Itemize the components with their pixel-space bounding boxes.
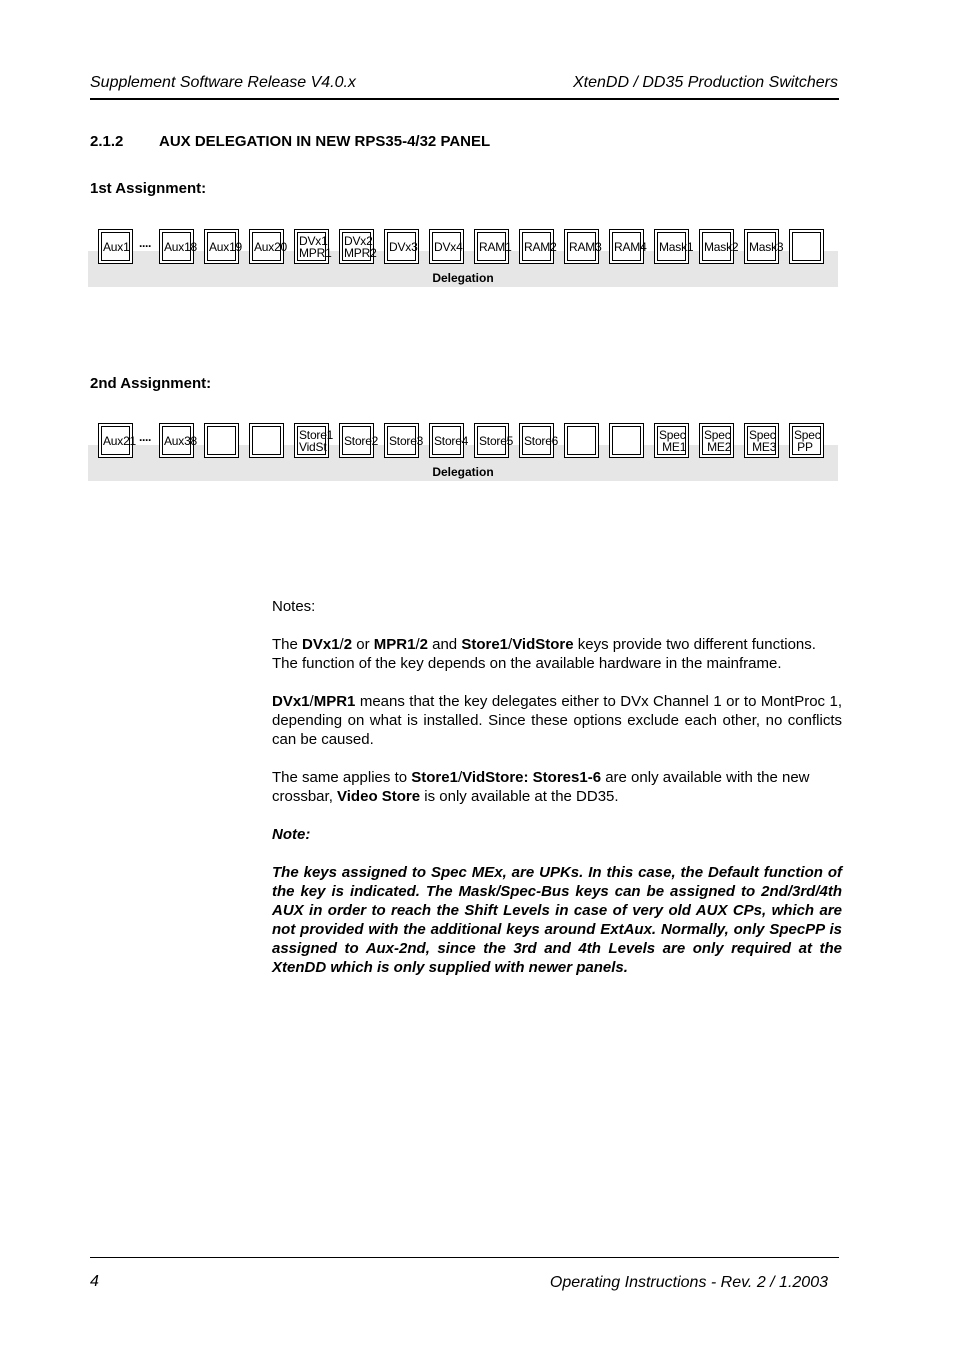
delegation-key-face bbox=[702, 426, 731, 455]
header-left: Supplement Software Release V4.0.x bbox=[90, 74, 356, 91]
page-number: 4 bbox=[90, 1273, 99, 1290]
note-label: Note: bbox=[272, 826, 311, 843]
delegation-key[interactable] bbox=[564, 423, 599, 458]
delegation-key[interactable] bbox=[384, 423, 424, 458]
delegation-key-face bbox=[612, 426, 641, 455]
delegation-key-label: DVx2 MPR2 bbox=[344, 233, 377, 260]
delegation-key[interactable] bbox=[699, 229, 739, 264]
p1-b4: 2 bbox=[419, 636, 428, 653]
delegation-key-label: Aux1 bbox=[103, 239, 130, 254]
delegation-key[interactable] bbox=[429, 423, 469, 458]
delegation-key-face bbox=[252, 426, 281, 455]
p2-t1: / bbox=[309, 693, 314, 710]
p1-t2: / bbox=[339, 636, 344, 653]
delegation-key-label: Aux38 bbox=[164, 433, 198, 448]
delegation-key-label: RAM1 bbox=[479, 239, 512, 254]
delegation-key-face bbox=[297, 426, 334, 455]
first-delegation-label: Delegation bbox=[432, 271, 494, 285]
delegation-key[interactable] bbox=[789, 423, 824, 458]
p3-b3: Video Store bbox=[337, 788, 421, 805]
delegation-key-label: DVx3 bbox=[389, 239, 418, 254]
delegation-key-face bbox=[747, 426, 776, 455]
delegation-key[interactable] bbox=[384, 229, 419, 264]
delegation-key[interactable] bbox=[98, 423, 137, 458]
delegation-key-face bbox=[612, 232, 647, 261]
delegation-key-face bbox=[387, 232, 416, 261]
header-rule bbox=[90, 98, 839, 100]
p1-t1: The bbox=[272, 636, 303, 653]
p1-t7: keys provide two different functions. The function of the key depends on the available hardware in the mainframe. bbox=[272, 636, 816, 672]
delegation-key[interactable] bbox=[339, 229, 377, 264]
second-assignment-label: 2nd Assignment: bbox=[90, 375, 212, 392]
delegation-key-label: Mask1 bbox=[659, 239, 694, 254]
notes-paragraph-3 bbox=[272, 768, 842, 806]
p3-b1: Store1 bbox=[411, 769, 458, 786]
footer-right: Operating Instructions - Rev. 2 / 1.2003 bbox=[549, 1274, 828, 1291]
p1-b5: Store1 bbox=[461, 636, 509, 653]
delegation-key-label: DVx1 MPR1 bbox=[299, 233, 332, 260]
delegation-key-face bbox=[792, 426, 821, 455]
notes-paragraph-2 bbox=[272, 692, 842, 749]
delegation-key-face bbox=[101, 426, 137, 455]
delegation-key[interactable] bbox=[519, 423, 559, 458]
delegation-key-face bbox=[792, 232, 821, 261]
delegation-key[interactable] bbox=[249, 423, 284, 458]
p1-t4: / bbox=[415, 636, 420, 653]
delegation-key[interactable] bbox=[159, 423, 198, 458]
delegation-key[interactable] bbox=[339, 423, 379, 458]
note-text: The keys assigned to Spec MEx, are UPKs. In this case, the Default function of the key is indicated. The Mask/Spec-Bus keys can be assigned to 2nd/3rd/4th AUX in order to reach the Shift Levels in case of very old AUX CPs, which are not provided with the additional keys around ExtAux. Normally, only SpecPP is assigned to Aux-2nd, since the 3rd and 4th Levels are only required at the XtenDD which is only supplied with newer panels. bbox=[272, 864, 842, 976]
second-delegation-label: Delegation bbox=[432, 465, 494, 479]
delegation-key-label: RAM4 bbox=[614, 239, 647, 254]
delegation-key[interactable] bbox=[474, 229, 512, 264]
delegation-key[interactable] bbox=[204, 423, 239, 458]
delegation-key[interactable] bbox=[654, 229, 694, 264]
delegation-key-label: Store1 VidSt bbox=[299, 427, 334, 454]
delegation-key-label: Spec PP bbox=[794, 427, 821, 454]
delegation-key-face bbox=[747, 232, 784, 261]
delegation-key-label: RAM3 bbox=[569, 239, 602, 254]
delegation-key-face bbox=[207, 232, 243, 261]
p3-t4: is only available at the DD35. bbox=[420, 788, 619, 805]
delegation-key[interactable] bbox=[789, 229, 824, 264]
delegation-key[interactable] bbox=[474, 423, 514, 458]
delegation-key[interactable] bbox=[429, 229, 464, 264]
delegation-key-label: RAM2 bbox=[524, 239, 557, 254]
delegation-key[interactable] bbox=[609, 423, 644, 458]
first-ellipsis: ···· bbox=[139, 239, 151, 253]
delegation-key[interactable] bbox=[744, 229, 784, 264]
delegation-key-face bbox=[567, 232, 602, 261]
delegation-key-face bbox=[101, 232, 130, 261]
delegation-key-face bbox=[162, 232, 198, 261]
delegation-key-label: DVx4 bbox=[434, 239, 463, 254]
footer-rule bbox=[90, 1257, 839, 1258]
p1-t6: / bbox=[508, 636, 513, 653]
notes-section bbox=[272, 597, 842, 977]
delegation-key-label: Aux18 bbox=[164, 239, 198, 254]
delegation-key-face bbox=[702, 232, 739, 261]
delegation-key-face bbox=[522, 232, 557, 261]
delegation-key[interactable] bbox=[294, 229, 332, 264]
p3-t2: / bbox=[457, 769, 463, 786]
delegation-key-face bbox=[657, 426, 686, 455]
delegation-key-face bbox=[342, 232, 377, 261]
p2-b1: DVx1 bbox=[272, 693, 310, 710]
delegation-key-face bbox=[297, 232, 332, 261]
delegation-key-label: Aux20 bbox=[254, 239, 288, 254]
delegation-key[interactable] bbox=[98, 229, 133, 264]
delegation-key-face bbox=[522, 426, 559, 455]
delegation-key-face bbox=[342, 426, 379, 455]
p1-b2: 2 bbox=[343, 636, 353, 653]
second-ellipsis: ···· bbox=[139, 433, 151, 447]
header-right: XtenDD / DD35 Production Switchers bbox=[573, 74, 838, 91]
p2-b2: MPR1 bbox=[313, 693, 356, 710]
delegation-key[interactable] bbox=[519, 229, 557, 264]
delegation-key-label: Mask3 bbox=[749, 239, 784, 254]
delegation-key-label: Store2 bbox=[344, 433, 379, 448]
delegation-key-face bbox=[252, 232, 288, 261]
section-number: 2.1.2 bbox=[90, 133, 124, 150]
p1-b6: VidStore bbox=[512, 636, 574, 653]
delegation-key-face bbox=[162, 426, 198, 455]
delegation-key[interactable] bbox=[744, 423, 779, 458]
delegation-key-face bbox=[477, 232, 512, 261]
delegation-key-face bbox=[387, 426, 424, 455]
p1-b3: MPR1 bbox=[373, 636, 416, 653]
delegation-key[interactable] bbox=[699, 423, 734, 458]
delegation-key-face bbox=[567, 426, 596, 455]
p1-b1: DVx1 bbox=[302, 636, 340, 653]
notes-heading: Notes: bbox=[272, 598, 316, 615]
delegation-key-label: Spec ME2 bbox=[704, 427, 732, 454]
delegation-key[interactable] bbox=[294, 423, 334, 458]
notes-paragraph-1 bbox=[272, 635, 842, 673]
p3-t1: The same applies to bbox=[272, 769, 412, 786]
delegation-key[interactable] bbox=[204, 229, 243, 264]
p3-t3: are only available with the new crossbar, bbox=[272, 769, 810, 805]
delegation-key-label: Aux21 bbox=[103, 433, 137, 448]
p1-t3: or bbox=[352, 636, 374, 653]
p1-t5: and bbox=[427, 636, 462, 653]
delegation-key[interactable] bbox=[564, 229, 602, 264]
delegation-key-face bbox=[432, 426, 469, 455]
delegation-key-label: Store5 bbox=[479, 433, 514, 448]
delegation-key-face bbox=[657, 232, 694, 261]
delegation-key-label: Store3 bbox=[389, 433, 424, 448]
delegation-key-label: Aux19 bbox=[209, 239, 243, 254]
p2-t2: means that the key delegates either to DVx Channel 1 or to MontProc 1, depending on what is installed. Since these options exclude each other, no conflicts can be caused. bbox=[272, 693, 842, 748]
delegation-key[interactable] bbox=[159, 229, 198, 264]
delegation-key[interactable] bbox=[654, 423, 689, 458]
delegation-key-label: Store6 bbox=[524, 433, 559, 448]
section-title: AUX DELEGATION IN NEW RPS35-4/32 PANEL bbox=[159, 133, 491, 150]
delegation-key[interactable] bbox=[249, 229, 288, 264]
p3-b2: VidStore: Stores1-6 bbox=[462, 769, 602, 786]
delegation-key-label: Mask2 bbox=[704, 239, 739, 254]
delegation-key-label: Store4 bbox=[434, 433, 469, 448]
delegation-key-face bbox=[207, 426, 236, 455]
delegation-key-face bbox=[477, 426, 514, 455]
delegation-key-face bbox=[432, 232, 461, 261]
first-assignment-label: 1st Assignment: bbox=[90, 180, 207, 197]
delegation-key-label: Spec ME1 bbox=[659, 427, 687, 454]
delegation-key[interactable] bbox=[609, 229, 647, 264]
delegation-key-label: Spec ME3 bbox=[749, 427, 777, 454]
